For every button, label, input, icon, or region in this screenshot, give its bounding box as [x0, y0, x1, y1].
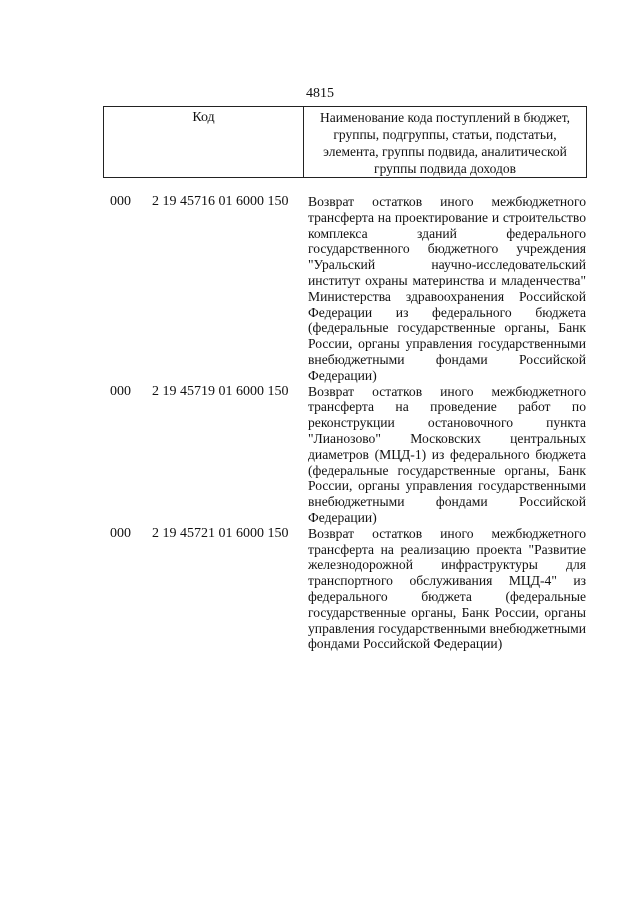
- table-body: [110, 194, 587, 652]
- table-row: [110, 194, 587, 384]
- table-row: [110, 384, 587, 526]
- header-name-cell: Наименование кода поступлений в бюджет, группы, подгруппы, статьи, подстатьи, элемента, группы подвида, аналитической группы подвида доходов: [319, 110, 570, 176]
- page-number: 4815: [306, 86, 334, 101]
- row-description: Возврат остатков иного межбюджетного трансферта на реализацию проекта "Развитие железнодорожной инфраструктуры для транспортного обслуживания МЦД-4" из федерального бюджета (федеральные государственные органы, Банк России, органы управления государственными внебюджетными фондами Российской Федерации): [308, 525, 586, 652]
- row-description: Возврат остатков иного межбюджетного трансферта на проведение работ по реконструкции остановочного пункта "Лианозово" Московских центральных диаметров (МЦД-1) из федерального бюджета (федеральные государственные органы, Банк России, органы управления государственными внебюджетными фондами Российской Федерации): [308, 383, 586, 525]
- row-income-code: 2 19 45721 01 6000 150: [152, 525, 289, 541]
- table-header: [103, 106, 587, 178]
- row-admin-code: 000: [110, 383, 131, 399]
- row-income-code: 2 19 45716 01 6000 150: [152, 194, 289, 209]
- table-row: [110, 526, 587, 652]
- row-admin-code: 000: [110, 525, 131, 541]
- row-admin-code: 000: [110, 194, 131, 209]
- row-income-code: 2 19 45719 01 6000 150: [152, 383, 289, 399]
- header-code-cell: Код: [104, 107, 304, 177]
- row-description: Возврат остатков иного межбюджетного трансферта на проектирование и строительство комплекса зданий федерального государственного бюджетного учреждения "Уральский научно-исследовательский институт охраны материнства и младенчества" Министерства здравоохранения Российской Федерации из федерального бюджета (федеральные государственные органы, Банк России, органы управления государственными внебюджетными фондами Российской Федерации): [308, 194, 586, 383]
